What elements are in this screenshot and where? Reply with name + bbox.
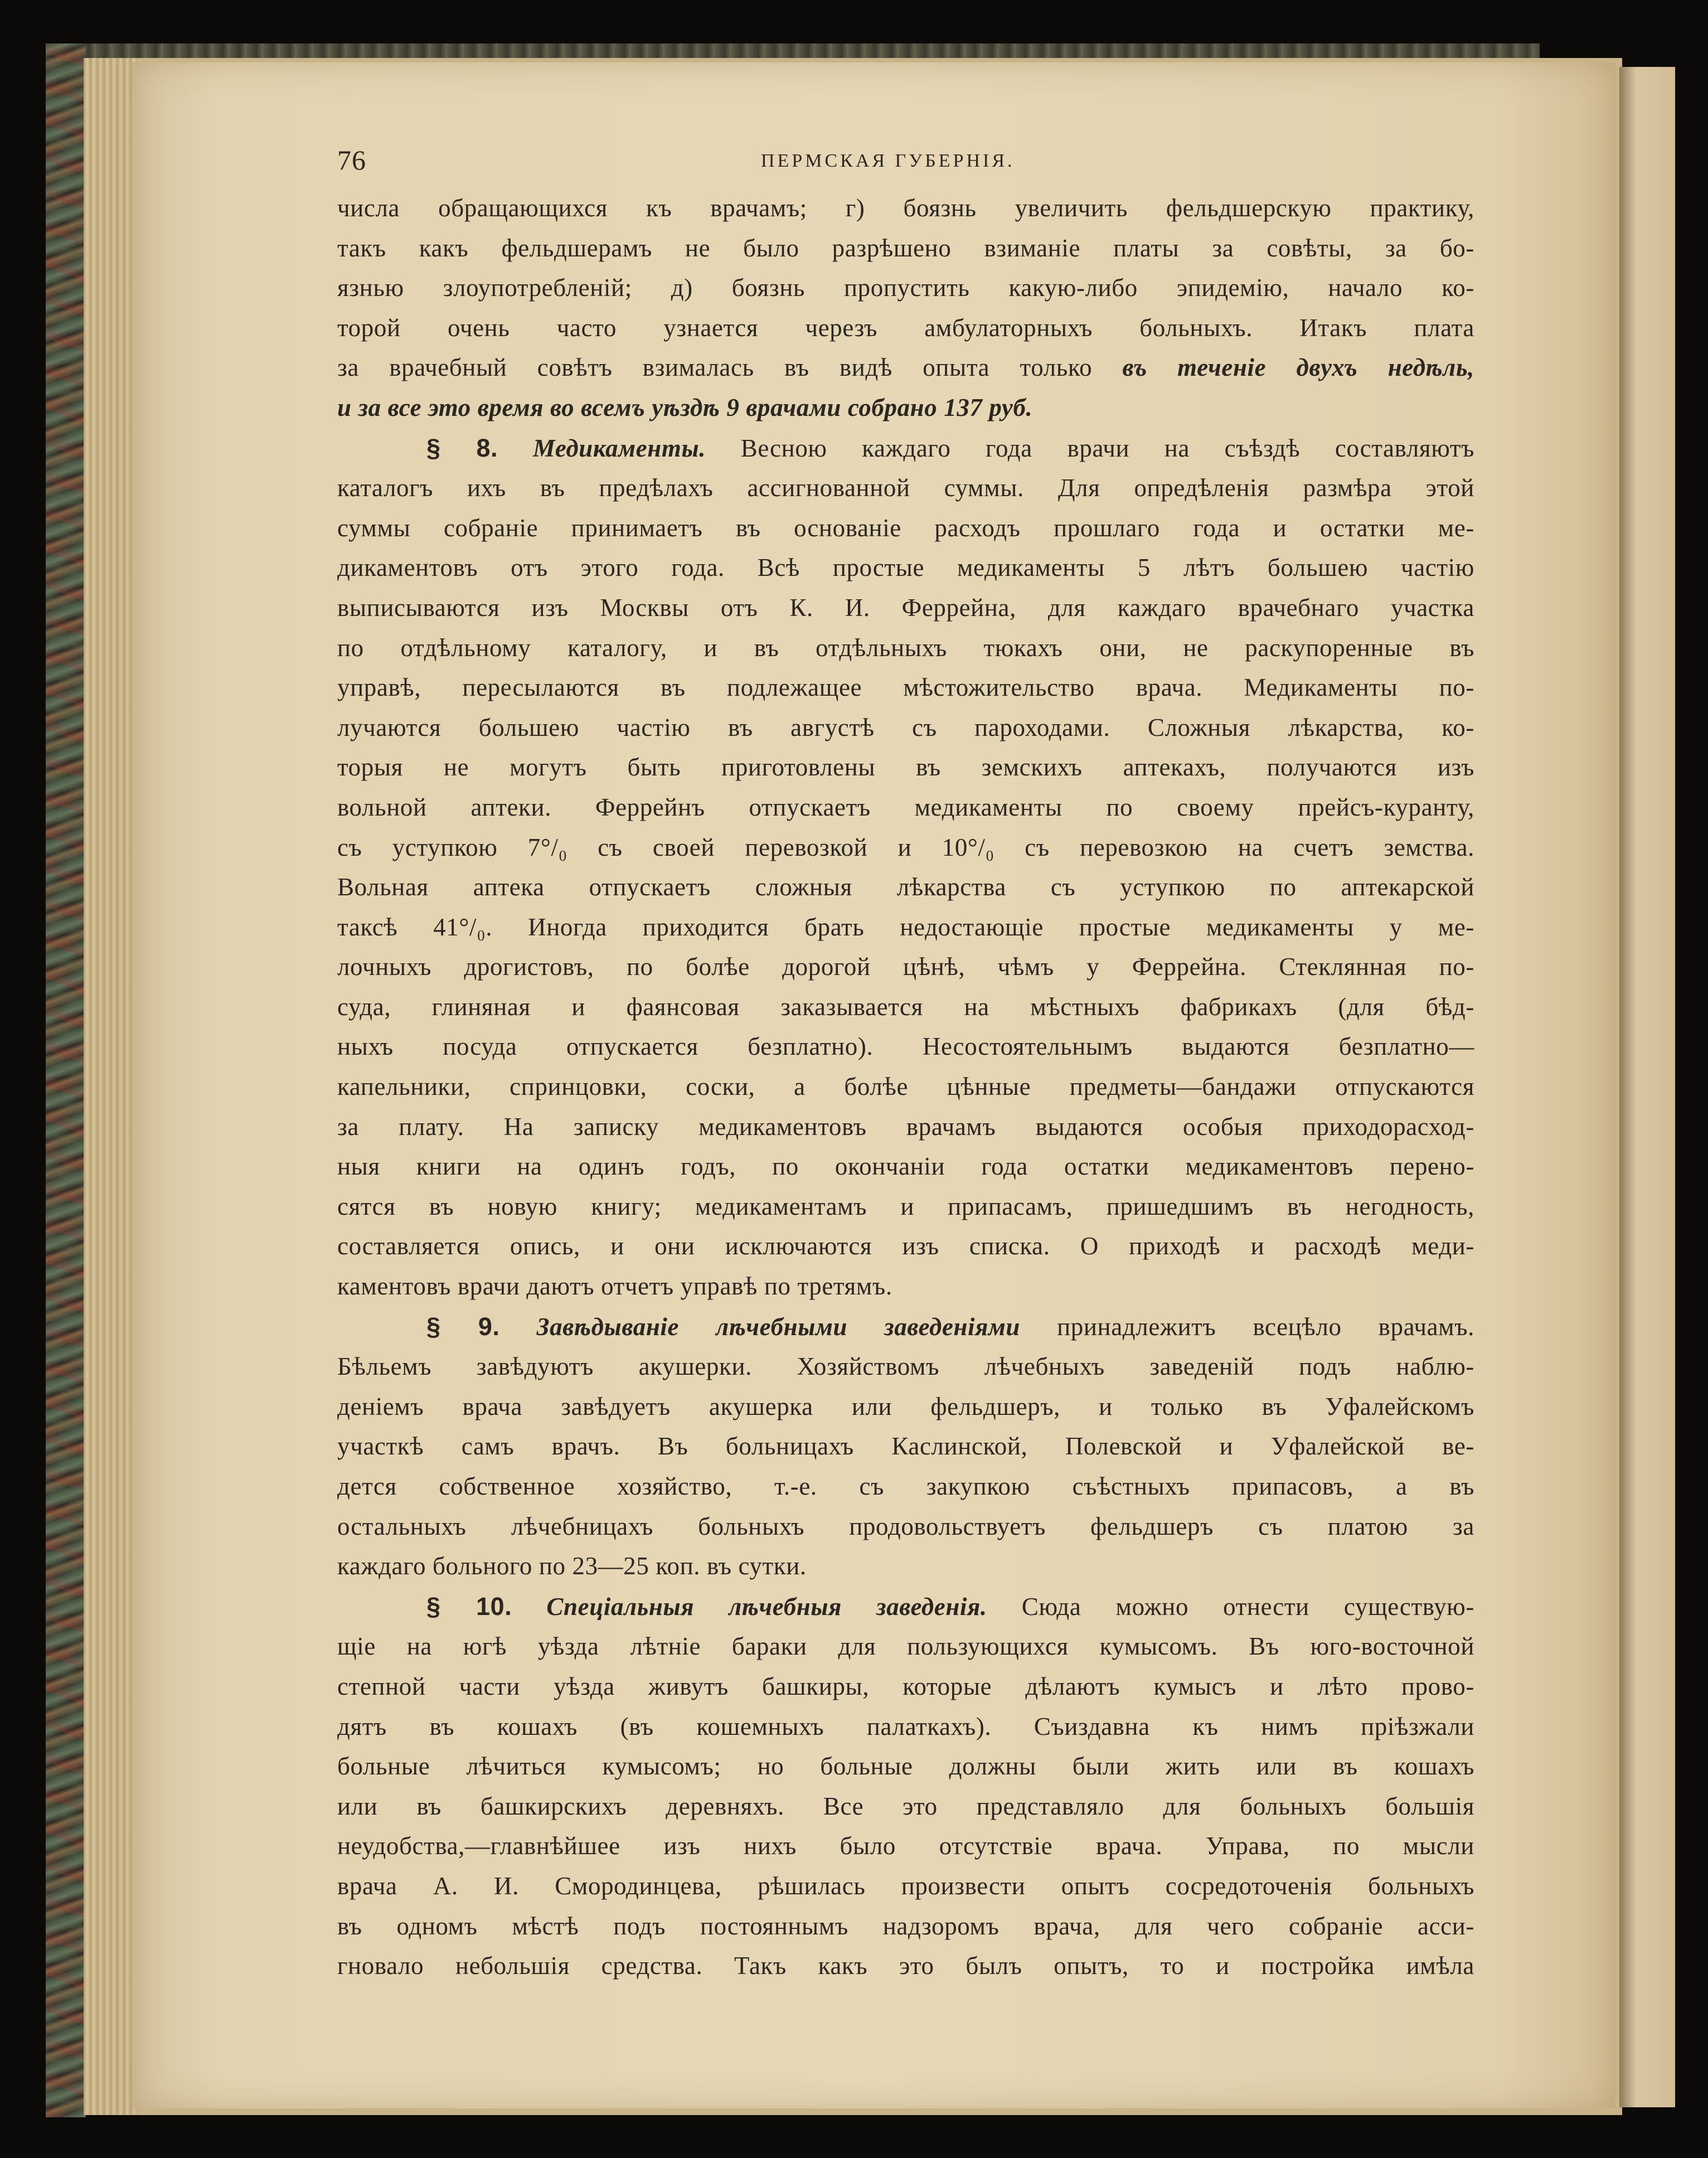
text-line <box>337 548 1474 588</box>
text-line <box>337 1067 1474 1107</box>
line-text: за плату. На записку медикаментовъ врачамъ выдаются особыя приходорасход- <box>337 1112 1474 1141</box>
line-text: дикаментовъ отъ этого года. Всѣ простые медикаменты 5 лѣтъ большею частію <box>337 554 1474 582</box>
italic-phrase: въ теченіе двухъ недѣль, <box>1122 353 1474 382</box>
text-line <box>337 1707 1474 1747</box>
line-text: капельники, спринцовки, соски, а болѣе цѣнные предметы—бандажи отпускаются <box>337 1073 1474 1101</box>
line-text: вольной аптеки. Феррейнъ отпускаетъ медикаменты по своему прейсъ-куранту, <box>337 793 1474 821</box>
line-text: гновало небольшія средства. Такъ какъ это былъ опытъ, то и постройка имѣла <box>337 1952 1474 1980</box>
running-head <box>337 138 1474 188</box>
line-text: степной части уѣзда живутъ башкиры, которые дѣлаютъ кумысъ и лѣто прово- <box>337 1672 1474 1700</box>
line-text: больные лѣчиться кумысомъ; но больные должны были жить или въ кошахъ <box>337 1752 1474 1781</box>
text-line <box>337 1307 1474 1347</box>
text-line <box>337 1347 1474 1387</box>
line-text: врача А. И. Смородинцева, рѣшилась произвести опытъ сосредоточенія больныхъ <box>337 1871 1474 1900</box>
line-text: Весною каждаго года врачи на съѣздѣ составляютъ <box>706 434 1474 462</box>
text-line <box>337 268 1474 308</box>
line-text: составляется опись, и они исключаются изъ списка. О приходѣ и расходѣ меди- <box>337 1232 1474 1260</box>
line-text: ныхъ посуда отпускается безплатно). Несостоятельнымъ выдаются безплатно— <box>337 1032 1474 1061</box>
marbled-book-edge <box>46 43 86 2117</box>
line-text: Сюда можно отнести существую- <box>987 1592 1474 1621</box>
line-text: Вольная аптека отпускаетъ сложныя лѣкарства съ уступкою по аптекарской <box>337 873 1474 901</box>
text-line <box>337 188 1474 229</box>
text-line <box>337 628 1474 668</box>
italic-phrase: и за все это время во всемъ уѣздѣ 9 врачами собрано 137 руб. <box>337 393 1033 421</box>
text-line <box>337 1546 1474 1587</box>
text-line <box>337 1387 1474 1427</box>
section-number: § 8. <box>426 433 498 462</box>
text-line <box>337 1107 1474 1147</box>
line-text: дется собственное хозяйство, т.-е. съ закупкою съѣстныхъ припасовъ, а въ <box>337 1472 1474 1500</box>
section-number: § 9. <box>426 1312 500 1341</box>
line-text: каждаго больного по 23—25 коп. въ сутки. <box>337 1552 807 1580</box>
paragraph <box>337 1307 1474 1587</box>
text-line <box>337 1267 1474 1307</box>
text-line <box>337 867 1474 908</box>
text-line <box>337 308 1474 348</box>
text-line <box>337 508 1474 549</box>
line-text: торыя не могутъ быть приготовлены въ земскихъ аптекахъ, получаются изъ <box>337 753 1474 782</box>
text-line <box>337 1627 1474 1667</box>
text-line <box>337 1787 1474 1827</box>
line-text: каментовъ врачи даютъ отчетъ управѣ по третямъ. <box>337 1272 892 1301</box>
text-line <box>337 748 1474 788</box>
text-line <box>337 947 1474 987</box>
line-text: участкѣ самъ врачъ. Въ больницахъ Каслинской, Полевской и Уфалейской ве- <box>337 1432 1474 1461</box>
line-text: Бѣльемъ завѣдуютъ акушерки. Хозяйствомъ лѣчебныхъ заведеній подъ наблю- <box>337 1352 1474 1381</box>
line-text: управѣ, пересылаются въ подлежащее мѣстожительство врача. Медикаменты по- <box>337 673 1474 702</box>
text-line <box>337 1587 1474 1627</box>
page-number: 76 <box>337 144 366 176</box>
line-text: дятъ въ кошахъ (въ кошемныхъ палаткахъ). Съиздавна къ нимъ пріѣзжали <box>337 1712 1474 1740</box>
text-line <box>337 1427 1474 1467</box>
page-leaves <box>84 58 137 2115</box>
line-text: лочныхъ дрогистовъ, по болѣе дорогой цѣнѣ, чѣмъ у Феррейна. Стеклянная по- <box>337 953 1474 981</box>
line-text: числа обращающихся къ врачамъ; г) боязнь увеличить фельдшерскую практику, <box>337 194 1474 222</box>
paragraph <box>337 428 1474 1307</box>
line-text: язнью злоупотребленій; д) боязнь пропустить какую-либо эпидемію, начало ко- <box>337 274 1474 302</box>
italic-phrase: Медикаменты. <box>532 434 706 462</box>
line-text: каталогъ ихъ въ предѣлахъ ассигнованной суммы. Для опредѣленія размѣра этой <box>337 474 1474 502</box>
text-line <box>337 229 1474 269</box>
text-line <box>337 468 1474 508</box>
text-line <box>337 1226 1474 1267</box>
italic-phrase: Спеціальныя лѣчебныя заведенія. <box>546 1592 987 1621</box>
line-text: сятся въ новую книгу; медикаментамъ и припасамъ, пришедшимъ въ негодность, <box>337 1192 1474 1220</box>
line-text: принадлежитъ всецѣло врачамъ. <box>1020 1312 1474 1341</box>
line-text: ныя книги на одинъ годъ, по окончаніи года остатки медикаментовъ перено- <box>337 1152 1474 1181</box>
italic-phrase: Завѣдываніе лѣчебными заведеніями <box>536 1312 1021 1341</box>
text-line <box>337 828 1474 868</box>
line-text: деніемъ врача завѣдуетъ акушерка или фельдшеръ, и только въ Уфалейскомъ <box>337 1392 1474 1420</box>
text-line <box>337 388 1474 428</box>
line-text: суммы собраніе принимаетъ въ основаніе расходъ прошлаго года и остатки ме- <box>337 513 1474 542</box>
text-line <box>337 708 1474 748</box>
line-text: остальныхъ лѣчебницахъ больныхъ продовольствуетъ фельдшеръ съ платою за <box>337 1512 1474 1540</box>
line-text: таксѣ 41°/₀. Иногда приходится брать недостающіе простые медикаменты у ме- <box>337 913 1474 941</box>
text-line <box>337 588 1474 628</box>
line-text: торой очень часто узнается черезъ амбулаторныхъ больныхъ. Итакъ плата <box>337 313 1474 342</box>
text-line <box>337 1147 1474 1187</box>
line-text: въ одномъ мѣстѣ подъ постояннымъ надзоромъ врача, для чего собраніе асси- <box>337 1912 1474 1940</box>
line-text: неудобства,—главнѣйшее изъ нихъ было отсутствіе врача. Управа, по мысли <box>337 1832 1474 1860</box>
section-number: § 10. <box>426 1592 512 1621</box>
paragraph <box>337 188 1474 428</box>
text-line <box>337 908 1474 948</box>
next-page-edge <box>1619 67 1675 2107</box>
line-text: съ уступкою 7°/₀ съ своей перевозкой и 10°/₀ съ перевозкою на счетъ земства. <box>337 833 1474 861</box>
body-text <box>337 188 1474 1986</box>
line-text: или въ башкирскихъ деревняхъ. Все это представляло для больныхъ большія <box>337 1792 1474 1820</box>
text-line <box>337 1667 1474 1707</box>
text-line <box>337 788 1474 828</box>
text-line <box>337 1027 1474 1067</box>
line-text: лучаются большею частію въ августѣ съ пароходами. Сложныя лѣкарства, ко- <box>337 713 1474 741</box>
text-line <box>337 1187 1474 1227</box>
line-text: щіе на югѣ уѣзда лѣтніе бараки для пользующихся кумысомъ. Въ юго-восточной <box>337 1632 1474 1661</box>
line-text: выписываются изъ Москвы отъ К. И. Феррейна, для каждаго врачебнаго участка <box>337 593 1474 622</box>
line-text: по отдѣльному каталогу, и въ отдѣльныхъ тюкахъ они, не раскупоренные въ <box>337 633 1474 662</box>
text-line <box>337 1826 1474 1866</box>
line-text: суда, глиняная и фаянсовая заказывается на мѣстныхъ фабрикахъ (для бѣд- <box>337 992 1474 1021</box>
paragraph <box>337 1587 1474 1986</box>
text-line <box>337 1907 1474 1947</box>
text-line <box>337 1946 1474 1986</box>
text-line <box>337 1747 1474 1787</box>
text-line <box>337 668 1474 708</box>
text-line <box>337 1467 1474 1507</box>
page-text-block <box>337 138 1474 1986</box>
running-title: ПЕРМСКАЯ ГУБЕРНІЯ. <box>761 151 1015 171</box>
line-text: такъ какъ фельдшерамъ не было разрѣшено взиманіе платы за совѣты, за бо- <box>337 234 1474 262</box>
text-line <box>337 1866 1474 1907</box>
line-text: за врачебный совѣтъ взималась въ видѣ опыта только <box>337 353 1123 382</box>
text-line <box>337 348 1474 388</box>
text-line <box>337 1507 1474 1547</box>
text-line <box>337 428 1474 469</box>
text-line <box>337 987 1474 1027</box>
